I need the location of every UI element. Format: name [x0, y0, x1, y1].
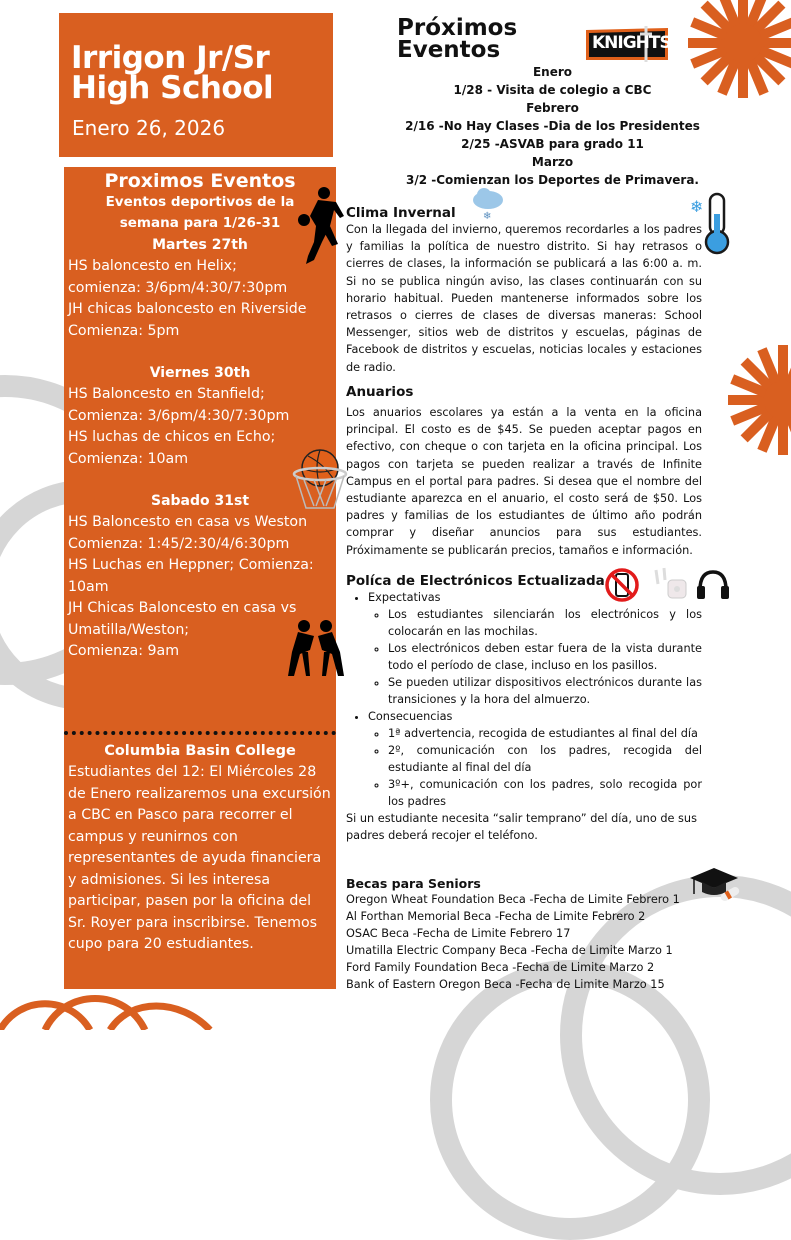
decor-arc-bottom-right-2	[430, 960, 710, 1240]
event-line: Umatilla/Weston;	[68, 621, 190, 638]
sports-events-panel	[64, 167, 336, 989]
school-name	[71, 40, 274, 106]
month-heading: Enero	[532, 65, 573, 79]
upcoming-title-line2: Eventos	[397, 37, 501, 63]
scholarship-item: Al Forthan Memorial Beca -Fecha de Limite Febrero 2	[346, 910, 646, 923]
expectation-item: ◦ Los electrónicos deben estar fuera de la vista durante todo el período de clase, incluso en los pasillos.	[388, 640, 702, 674]
consequences-item	[368, 708, 702, 810]
newsletter-date: Enero 26, 2026	[72, 116, 226, 140]
expectations-label: Expectativas	[368, 591, 441, 604]
svg-text:❄: ❄	[483, 211, 492, 222]
basketball-hoop-icon	[290, 446, 350, 516]
header-banner	[59, 13, 333, 157]
event-item: 2/25 -ASVAB para grado 11	[461, 137, 644, 151]
cbc-section	[64, 740, 336, 956]
decor-loops-icon	[0, 990, 240, 1030]
day-heading: Martes 27th	[152, 237, 248, 253]
upcoming-title-line1: Próximos	[397, 15, 518, 41]
event-line: HS Baloncesto en casa vs Weston	[68, 514, 308, 530]
sports-subtitle-1: Eventos deportivos de la	[105, 194, 295, 210]
knights-logo	[584, 24, 670, 64]
sports-subtitle-2: semana para 1/26-31	[119, 215, 281, 231]
month-heading: Marzo	[531, 155, 574, 169]
event-line: Comienza: 9am	[68, 643, 180, 659]
yearbook-body: Los anuarios escolares ya están a la venta en la oficina principal. El costo es de $45. Se pueden aceptar pagos en efectivo, con cheque o con tarjeta en la oficina principal. Los pagos con tarjeta se pueden realizar a través de Infinite Campus en el portal para padres. Si desea que el nombre del estudiante aparezca en el anuario, el costo será de $50. Los padres y familias de los estudiantes de último año podrán comprar y diseñar anuncios para sus estudiantes. Próximamente se publicarán precios, tamaños e información.	[346, 406, 702, 557]
event-line: HS Baloncesto en Stanfield;	[68, 386, 265, 402]
logo-text: KNIGHTS	[592, 33, 671, 53]
day-heading: Sabado 31st	[150, 493, 250, 509]
event-line: Comienza: 1:45/2:30/4/6:30pm	[68, 535, 290, 552]
school-name-line2: High School	[71, 70, 274, 106]
upcoming-events-list	[380, 63, 725, 189]
policy-list	[346, 589, 702, 810]
starburst-right-icon	[728, 345, 791, 455]
consequence-item: ◦ 1ª advertencia, recogida de estudiantes al final del día	[388, 725, 702, 742]
event-line: Comienza: 5pm	[68, 322, 180, 339]
sports-title: Proximos Eventos	[104, 170, 296, 192]
scholarship-item: Ford Family Foundation Beca -Fecha de Limite Marzo 2	[346, 961, 655, 974]
month-heading: Febrero	[526, 101, 579, 115]
consequence-item: ◦ 2º, comunicación con los padres, recogida del estudiante al final del día	[388, 742, 702, 776]
scholarship-item: Bank of Eastern Oregon Beca -Fecha de Limite Marzo 15	[346, 978, 665, 991]
consequences-label: Consecuencias	[368, 710, 453, 723]
svg-text:❄: ❄	[690, 197, 704, 216]
event-line: HS baloncesto en Helix;	[68, 258, 237, 274]
winter-body: Con la llegada del invierno, queremos recordarles a los padres y familias la política de nuestro distrito. Si hay retrasos o cierres de clases, la información se publicará a las 6:00 a. m. Si no se publica ningún aviso, las clases continuarán con su horario habitual. Pueden mantenerse informados sobre los retrasos o cierres de clases de diversas maneras: School Messenger, sitios web de distritos y escuelas, páginas de Facebook de distritos y escuelas, noticias locales y estaciones de radio.	[346, 223, 702, 374]
cbc-body: Estudiantes del 12: El Miércoles 28 de Enero realizaremos una excursión a CBC en Pasco para recorrer el campus y reunirnos con representantes de ayuda financiera y admisiones. Si les interesa participar, pasen por la oficina del Sr. Royer para inscribirse. Tenemos cupo para 20 estudiantes.	[68, 764, 331, 952]
electronics-title: Políca de Electrónicos Ectualizada	[346, 573, 605, 589]
event-line: JH Chicas Baloncesto en casa vs	[68, 600, 297, 616]
early-leave-note: Si un estudiante necesita “salir temprano” del día, uno de sus padres deberá recojer el teléfono.	[346, 812, 697, 843]
scholarships-section	[346, 876, 702, 993]
scholarship-item: Umatilla Electric Company Beca -Fecha de Limite Marzo 1	[346, 944, 673, 957]
scholarship-item: OSAC Beca -Fecha de Limite Febrero 17	[346, 927, 571, 940]
school-name-line1: Irrigon Jr/Sr	[71, 40, 270, 76]
yearbook-title: Anuarios	[346, 384, 414, 400]
expectation-item: ◦ Se pueden utilizar dispositivos electrónicos durante las transiciones y la hora del almuerzo.	[388, 674, 702, 708]
scholarships-title: Becas para Seniors	[346, 876, 481, 891]
consequence-item: ◦ 3º+, comunicación con los padres, solo recogida por los padres	[388, 776, 702, 810]
electronics-policy-section	[346, 573, 702, 844]
wrestlers-icon	[280, 618, 352, 678]
expectations-item	[368, 589, 702, 708]
event-line: Comienza: 10am	[68, 450, 189, 467]
event-item: 2/16 -No Hay Clases -Dia de los Presidentes	[405, 119, 700, 133]
event-line: 10am	[68, 578, 109, 595]
day-heading: Viernes 30th	[149, 365, 251, 381]
basketball-player-icon	[292, 186, 348, 266]
event-item: 1/28 - Visita de colegio a CBC	[453, 83, 652, 97]
event-line: HS luchas de chicos en Echo;	[68, 429, 276, 445]
event-line: JH chicas baloncesto en Riverside	[68, 301, 307, 317]
yearbook-section	[346, 384, 702, 559]
winter-weather-section	[346, 205, 702, 376]
event-line: Comienza: 3/6pm/4:30/7:30pm	[68, 407, 290, 424]
event-line: comienza: 3/6pm/4:30/7:30pm	[68, 279, 288, 296]
expectation-item: ◦ Los estudiantes silenciarán los electrónicos y los colocarán en las mochilas.	[388, 606, 702, 640]
scholarship-item: Oregon Wheat Foundation Beca -Fecha de Limite Febrero 1	[346, 893, 680, 906]
cbc-title: Columbia Basin College	[104, 743, 296, 759]
winter-title: Clima Invernal	[346, 205, 456, 221]
upcoming-events-title	[397, 17, 517, 61]
event-item: 3/2 -Comienzan los Deportes de Primavera.	[406, 173, 699, 187]
section-divider	[64, 731, 336, 735]
event-line: HS Luchas en Heppner; Comienza:	[68, 557, 314, 573]
